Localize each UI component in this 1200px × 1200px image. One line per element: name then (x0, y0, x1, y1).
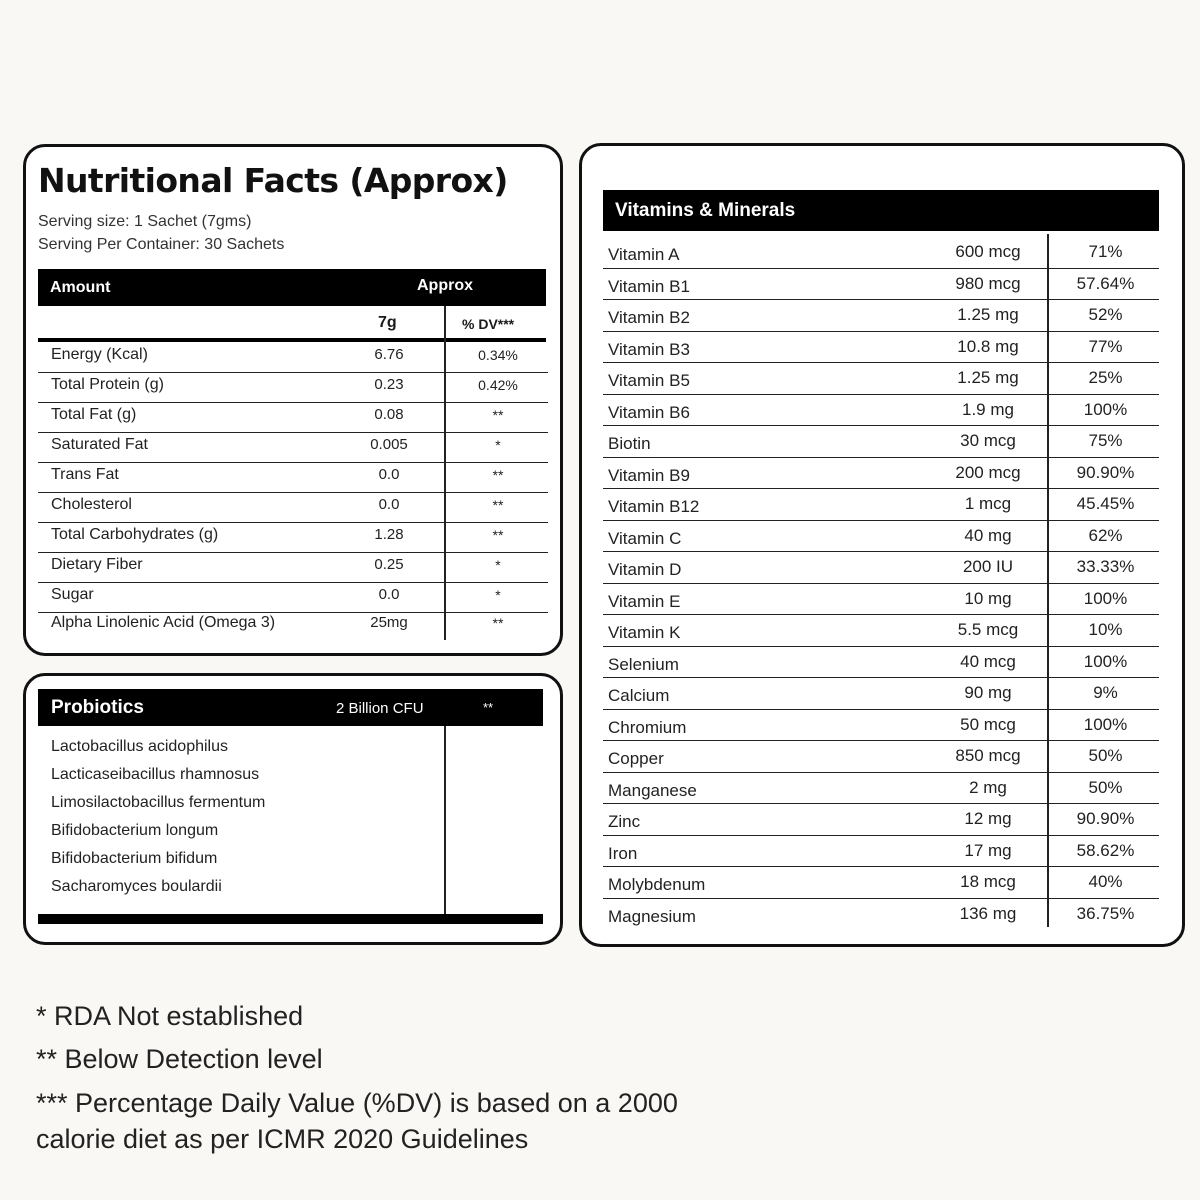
nutrient-value: 0.005 (370, 436, 408, 453)
table-row (603, 866, 1159, 899)
vitamin-amount: 1 mcg (964, 494, 1012, 513)
vitamin-amount: 30 mcg (960, 431, 1016, 450)
table-row (38, 552, 548, 583)
vitamin-amount: 40 mcg (960, 651, 1016, 671)
table-row (603, 740, 1159, 773)
footnote-rda: * RDA Not established (36, 1001, 304, 1031)
vitamin-dv: 9% (1093, 683, 1118, 702)
vitamin-name: Magnesium (608, 906, 696, 926)
vitamin-dv: 57.64% (1076, 273, 1135, 293)
vitamins-header-bar (603, 190, 1159, 231)
table-row (38, 610, 548, 640)
list-item: Bifidobacterium bifidum (51, 850, 218, 867)
vitamin-dv: 45.45% (1076, 494, 1135, 513)
vitamin-dv: 77% (1088, 336, 1123, 356)
table-row (603, 898, 1159, 930)
list-item: Limosilactobacillus fermentum (51, 794, 266, 811)
vitamin-name: Vitamin E (608, 591, 681, 611)
vitamins-minerals-panel (579, 143, 1185, 947)
vitamin-dv: 36.75% (1076, 903, 1135, 923)
vitamin-dv: 90.90% (1076, 809, 1135, 828)
vitamin-amount: 40 mg (964, 525, 1012, 545)
nutrient-dv: * (495, 587, 501, 603)
vitamin-dv: 100% (1083, 588, 1128, 608)
nutrient-label: Energy (Kcal) (51, 346, 148, 363)
table-row (603, 677, 1159, 710)
nutrient-value: 1.28 (374, 526, 404, 543)
vitamin-dv: 52% (1088, 305, 1123, 324)
vitamin-dv: 33.33% (1076, 557, 1135, 576)
nutrient-label: Cholesterol (51, 496, 132, 513)
vitamin-dv: 71% (1088, 242, 1123, 261)
table-row (38, 432, 548, 463)
dv-column-header: % DV*** (462, 316, 515, 332)
table-row (603, 646, 1159, 679)
table-row (603, 299, 1159, 332)
vitamin-amount: 980 mcg (955, 273, 1021, 293)
table-row (603, 331, 1159, 364)
nutrient-label: Dietary Fiber (51, 556, 143, 573)
footnote-detection: ** Below Detection level (36, 1044, 323, 1074)
nutrient-label: Trans Fat (51, 466, 119, 483)
nutrient-dv: ** (492, 407, 504, 423)
nutrient-dv: ** (492, 497, 504, 513)
vitamin-dv: 50% (1088, 746, 1123, 765)
table-row (603, 520, 1159, 553)
probiotics-title: Probiotics (51, 697, 144, 718)
footnote-dv-basis: *** Percentage Daily Value (%DV) is based on a 2000 (36, 1088, 678, 1118)
vitamin-name: Zinc (608, 812, 641, 831)
nutrition-subheader (38, 306, 546, 342)
vitamin-amount: 2 mg (969, 777, 1007, 797)
vitamin-name: Vitamin K (608, 623, 681, 642)
nutrient-dv: * (495, 437, 501, 453)
nutrient-value: 0.0 (378, 496, 400, 513)
vitamin-amount: 1.25 mg (957, 368, 1019, 387)
nutrient-label: Total Protein (g) (51, 376, 164, 393)
vitamin-dv: 75% (1088, 431, 1123, 450)
vitamin-dv: 100% (1083, 651, 1128, 671)
servings-per-container: Serving Per Container: 30 Sachets (38, 236, 285, 253)
vitamin-dv: 100% (1083, 399, 1128, 419)
vitamin-name: Vitamin B2 (608, 308, 690, 327)
table-row (603, 803, 1159, 836)
nutrient-label: Saturated Fat (51, 436, 148, 453)
vitamin-dv: 62% (1088, 525, 1123, 545)
table-row (603, 835, 1159, 868)
vitamin-amount: 17 mg (964, 840, 1012, 860)
vitamin-name: Vitamin B3 (608, 339, 690, 359)
vitamin-name: Vitamin A (608, 245, 680, 264)
vitamin-dv: 100% (1083, 714, 1128, 734)
nutrient-dv: ** (492, 615, 504, 631)
vitamin-amount: 1.9 mg (962, 399, 1014, 419)
vitamin-amount: 12 mg (964, 809, 1012, 828)
nutrient-label: Alpha Linolenic Acid (Omega 3) (51, 614, 276, 631)
table-row (38, 372, 548, 403)
nutrient-dv: 0.34% (478, 347, 518, 363)
vitamin-name: Chromium (608, 717, 687, 737)
nutrient-value: 0.23 (374, 376, 404, 393)
vitamin-dv: 58.62% (1076, 840, 1135, 860)
vitamin-amount: 10 mg (964, 588, 1012, 608)
list-item: Bifidobacterium longum (51, 822, 219, 839)
table-row (603, 394, 1159, 427)
probiotics-column-divider (444, 726, 446, 914)
nutrient-dv: 0.42% (478, 377, 518, 393)
table-row (603, 268, 1159, 301)
vitamin-amount: 10.8 mg (957, 336, 1019, 356)
vitamin-name: Vitamin D (608, 560, 682, 579)
nutrient-value: 0.08 (374, 406, 404, 423)
table-row (603, 362, 1159, 395)
vitamin-amount: 18 mcg (960, 872, 1016, 891)
vitamin-name: Vitamin B5 (608, 371, 690, 390)
vitamin-name: Molybdenum (608, 875, 706, 894)
table-row (38, 342, 548, 373)
table-row (38, 582, 548, 613)
nutrient-value: 0.0 (378, 466, 400, 483)
nutrient-label: Total Fat (g) (51, 406, 137, 423)
list-item: Lacticaseibacillus rhamnosus (51, 766, 260, 783)
vitamin-name: Vitamin C (608, 528, 682, 548)
amount-column-header: 7g (378, 314, 397, 331)
vitamin-name: Vitamin B12 (608, 497, 700, 516)
vitamin-name: Manganese (608, 780, 697, 800)
table-row (603, 583, 1159, 616)
amount-header: Amount (50, 279, 111, 296)
vitamin-dv: 40% (1088, 872, 1123, 891)
table-row (38, 492, 548, 523)
nutrient-value: 0.0 (378, 586, 400, 603)
vitamin-amount: 200 IU (962, 557, 1014, 576)
vitamin-name: Vitamin B1 (608, 276, 690, 296)
probiotics-panel (23, 673, 563, 945)
probiotics-count: 2 Billion CFU (336, 700, 424, 717)
probiotics-dv: ** (483, 700, 494, 715)
nutrition-title: Nutritional Facts (Approx) (38, 161, 508, 200)
vitamin-amount: 5.5 mcg (957, 620, 1019, 639)
vitamins-title: Vitamins & Minerals (615, 200, 796, 221)
vitamin-name: Copper (608, 749, 664, 768)
vitamin-dv: 10% (1088, 620, 1123, 639)
nutrition-facts-panel (23, 144, 563, 656)
table-row (38, 402, 548, 433)
vitamin-name: Vitamin B9 (608, 465, 690, 485)
table-row (603, 614, 1159, 647)
nutrient-value: 25mg (370, 614, 408, 631)
serving-size: Serving size: 1 Sachet (7gms) (38, 213, 252, 230)
list-item: Lactobacillus acidophilus (51, 738, 228, 755)
table-row (603, 425, 1159, 458)
nutrition-header-bar (38, 269, 546, 306)
vitamin-amount: 50 mcg (960, 714, 1016, 734)
approx-header: Approx (417, 277, 473, 294)
table-row (603, 236, 1159, 269)
vitamin-amount: 200 mcg (955, 462, 1021, 482)
table-row (603, 457, 1159, 490)
probiotics-header-bar (38, 689, 543, 726)
table-row (603, 488, 1159, 521)
nutrient-label: Total Carbohydrates (g) (51, 526, 219, 543)
vitamin-amount: 90 mg (964, 683, 1012, 702)
nutrient-dv: ** (492, 467, 504, 483)
vitamin-dv: 50% (1088, 777, 1123, 797)
nutrient-dv: * (495, 557, 501, 573)
nutrient-value: 0.25 (374, 556, 404, 573)
vitamin-name: Calcium (608, 686, 670, 705)
table-row (603, 709, 1159, 742)
vitamin-name: Vitamin B6 (608, 402, 690, 422)
table-row (603, 772, 1159, 805)
nutrient-label: Sugar (51, 586, 94, 603)
vitamin-dv: 90.90% (1076, 462, 1135, 482)
footnote-dv-basis-cont: calorie diet as per ICMR 2020 Guidelines (36, 1124, 529, 1154)
vitamin-name: Iron (608, 843, 638, 863)
nutrient-dv: ** (492, 527, 504, 543)
table-row (603, 551, 1159, 584)
list-item: Sacharomyces boulardii (51, 878, 222, 895)
table-row (38, 522, 548, 553)
vitamin-amount: 136 mg (959, 903, 1017, 923)
vitamin-dv: 25% (1088, 368, 1123, 387)
vitamin-amount: 1.25 mg (957, 305, 1019, 324)
vitamin-name: Selenium (608, 654, 679, 674)
vitamin-amount: 600 mcg (955, 242, 1021, 261)
vitamin-name: Biotin (608, 434, 651, 453)
nutrient-value: 6.76 (374, 346, 404, 363)
probiotics-bottom-rule (38, 914, 543, 924)
table-row (38, 462, 548, 493)
vitamin-amount: 850 mcg (955, 746, 1021, 765)
